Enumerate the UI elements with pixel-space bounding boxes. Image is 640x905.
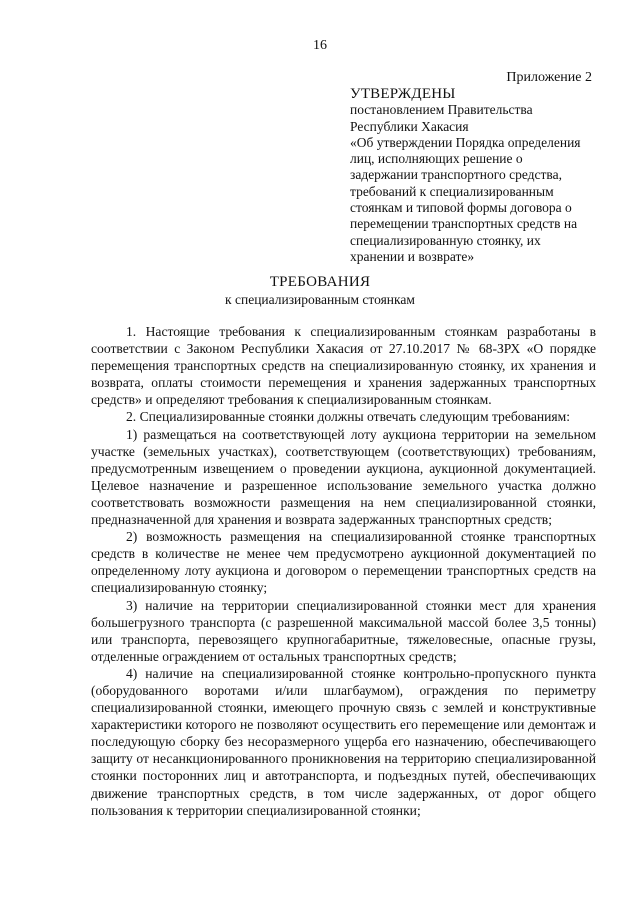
paragraph: 1) размещаться на соответствующей лоту аукциона территории на земельном участке (земельных участках), соответствующем (соответствующих) требованиям, предусмотренным извещением о проведении аукциона, аукционной документацией. Целевое назначение и разрешенное использование земельного участка должно соответствовать возможности размещения на нем специализированной стоянки, предназначенной для хранения и возврата задержанных транспортных средств; [91, 426, 596, 528]
document-title: ТРЕБОВАНИЯ [269, 274, 371, 290]
approval-line: перемещении транспортных средств на [350, 216, 578, 232]
document-body [91, 323, 596, 819]
approval-line: стоянкам и типовой формы договора о [350, 200, 572, 216]
paragraph: 2. Специализированные стоянки должны отвечать следующим требованиям: [126, 409, 571, 425]
approval-line: «Об утверждении Порядка определения [350, 134, 581, 150]
page-number: 16 [313, 38, 327, 53]
approval-block [350, 86, 595, 265]
paragraph: 2) возможность размещения на специализированной стоянке транспортных средств в количестве не менее чем предусмотрено аукционной документацией по определенному лоту аукциона и договором о перемещении транспортных средств на специализированную стоянку; [91, 529, 596, 596]
approval-line: Республики Хакасия [350, 118, 469, 134]
approval-line: специализированную стоянку, их [350, 232, 541, 248]
paragraph: 1. Настоящие требования к специализированным стоянкам разработаны в соответствии с Законом Республики Хакасия от 27.10.2017 № 68-ЗРХ «О порядке перемещения транспортных средств на специализированную стоянку, их хранения и возврата, оплаты стоимости перемещения и хранения задержанных транспортных средств» и определяют требования к специализированным стоянкам. [91, 324, 596, 408]
appendix-label: Приложение 2 [506, 70, 592, 85]
paragraph: 4) наличие на специализированной стоянке контрольно-пропускного пункта (оборудованного воротами и/или шлагбаумом), ограждения по периметру специализированной стоянки, имеющего прочную связь с землей и конструктивные характеристики которого не позволяют осуществить его перемещение или демонтаж и последующую сборку без несоразмерного ущерба его назначению, обеспечивающего защиту от несанкционированного проникновения на территорию специализированной стоянки посторонних лиц и автотранспорта, и подъездных путей, обеспечивающих движение транспортных средств, в том числе задержанных, от дорог общего пользования к территории специализированной стоянки; [91, 665, 596, 818]
approval-heading: УТВЕРЖДЕНЫ [350, 86, 456, 102]
approval-line: лиц, исполняющих решение о [350, 151, 523, 167]
approval-line: требований к специализированным [350, 183, 554, 199]
paragraph: 3) наличие на территории специализированной стоянки мест для хранения большегрузного транспорта (с разрешенной максимальной массой более 3,5 тонны) или транспорта, перевозящего крупногабаритные, тяжеловесные, опасные грузы, отделенные ограждением от остальных транспортных средств; [91, 597, 596, 664]
approval-line: хранении и возврате» [350, 248, 475, 264]
approval-line: задержании транспортного средства, [350, 167, 562, 183]
document-subtitle: к специализированным стоянкам [225, 292, 415, 307]
approval-line: постановлением Правительства [350, 102, 533, 118]
